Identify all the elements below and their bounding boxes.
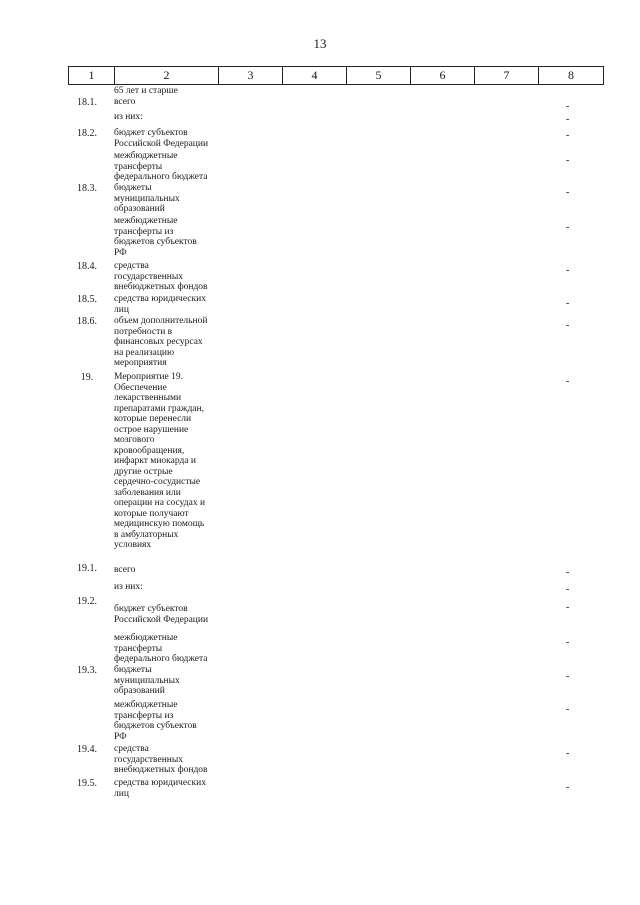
row-text: межбюджетные трансферты федерального бюджета	[114, 151, 208, 182]
row-number: 19.	[80, 372, 94, 383]
row-text: бюджет субъектов Российской Федерации	[114, 604, 209, 625]
header-cell-8: 8	[538, 66, 604, 85]
row-value: -	[566, 101, 570, 112]
row-value: -	[566, 187, 570, 198]
row-text: из них:	[114, 112, 143, 122]
row-value: -	[566, 114, 570, 125]
header-cell-2: 2	[114, 66, 218, 85]
row-number: 18.2.	[77, 128, 97, 139]
row-number: 19.4.	[77, 744, 97, 755]
row-text: межбюджетные трансферты федерального бюджета	[114, 633, 208, 664]
row-number: 18.1.	[77, 97, 97, 108]
row-value: -	[566, 567, 570, 578]
row-value: -	[566, 298, 570, 309]
row-text: из них:	[114, 582, 143, 592]
row-text: Мероприятие 19. Обеспечение лекарственными препаратами граждан, которые перенесли острое нарушение мозгового кровообращения, инфаркт миокарда и другие острые сердечно-сосудистые заболевания или операции на сосудах и которые получают медицинскую помощь в амбулаторных условиях	[114, 372, 206, 550]
header-cell-3: 3	[218, 66, 282, 85]
row-value: -	[566, 671, 570, 682]
row-value: -	[566, 265, 570, 276]
header-cell-4: 4	[282, 66, 346, 85]
header-cell-6: 6	[410, 66, 474, 85]
row-text: бюджеты муниципальных образований	[114, 665, 180, 696]
row-text: объем дополнительной потребности в финансовых ресурсах на реализацию мероприятия	[114, 316, 208, 368]
row-text: средства государственных внебюджетных фондов	[114, 261, 208, 292]
row-number: 19.5.	[77, 778, 97, 789]
row-number: 18.3.	[77, 183, 97, 194]
row-text: 65 лет и старше	[114, 86, 178, 96]
header-cell-1: 1	[68, 66, 114, 85]
page-number: 13	[313, 36, 327, 51]
row-value: -	[566, 320, 570, 331]
row-value: -	[566, 782, 570, 793]
row-text: средства государственных внебюджетных фондов	[114, 744, 208, 775]
row-number: 18.6.	[77, 316, 97, 327]
row-value: -	[566, 748, 570, 759]
row-text: всего	[114, 565, 136, 575]
row-text: бюджеты муниципальных образований	[114, 183, 180, 214]
row-text: межбюджетные трансферты из бюджетов субъектов РФ	[114, 216, 197, 258]
row-value: -	[566, 637, 570, 648]
row-value: -	[566, 584, 570, 595]
row-text: средства юридических лиц	[114, 294, 206, 315]
row-text: средства юридических лиц	[114, 778, 206, 799]
row-value: -	[566, 155, 570, 166]
row-number: 19.3.	[77, 665, 97, 676]
row-value: -	[566, 222, 570, 233]
row-number: 18.5.	[77, 294, 97, 305]
header-cell-5: 5	[346, 66, 410, 85]
row-number: 19.2.	[77, 596, 97, 607]
row-value: -	[566, 130, 570, 141]
row-text: всего	[114, 97, 136, 107]
row-text: бюджет субъектов Российской Федерации	[114, 128, 209, 149]
row-value: -	[566, 704, 570, 715]
row-number: 19.1.	[77, 563, 97, 574]
row-value: -	[566, 376, 570, 387]
header-cell-7: 7	[474, 66, 538, 85]
row-number: 18.4.	[77, 261, 97, 272]
row-text: межбюджетные трансферты из бюджетов субъектов РФ	[114, 700, 197, 742]
row-value: -	[566, 602, 570, 613]
